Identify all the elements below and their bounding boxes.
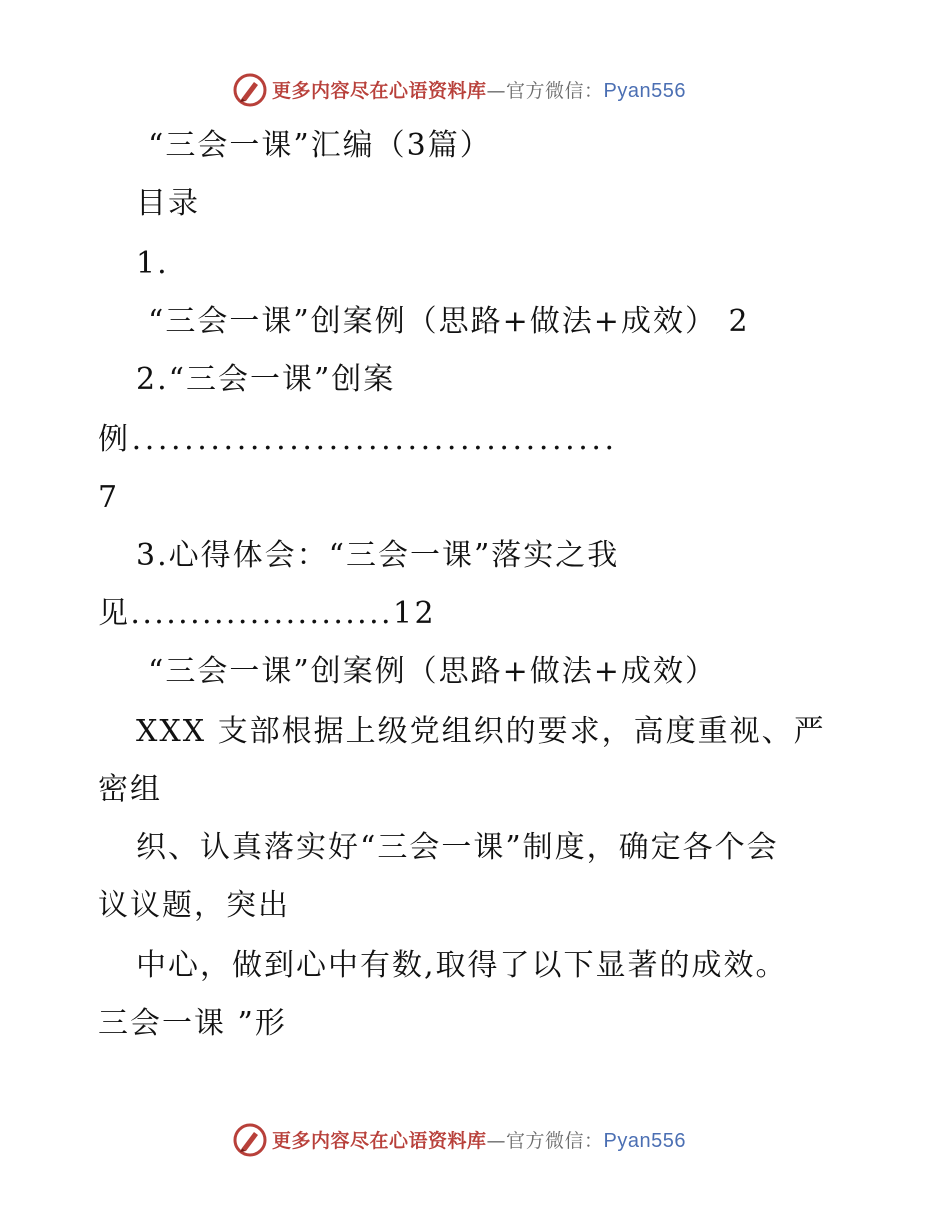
footer-banner [0,1120,950,1160]
banner-separator: —官方微信： [486,80,604,102]
toc-item-2: 2.“三会一课”创案 [136,362,396,397]
toc-item-1: “三会一课”创案例（思路+做法+成效） 2 [148,304,750,339]
paragraph-2-line-1: 织、认真落实好“三会一课”制度，确定各个会 [136,830,779,865]
banner-text [272,76,686,103]
toc-item-3-leader: 见......................12 [98,596,436,631]
paragraph-3-line-1: 中心，做到心中有数,取得了以下显著的成效。 [136,948,788,983]
toc-heading: 目录 [136,186,200,221]
toc-item-1-number: 1. [136,246,169,281]
toc-item-2-page: 7 [98,480,120,515]
section-heading: “三会一课”创案例（思路+做法+成效） [148,654,717,689]
banner-text [272,1126,686,1153]
banner-handle: Pyan556 [603,1130,686,1152]
banner-handle: Pyan556 [603,80,686,102]
pen-circle-logo-icon [232,1122,268,1158]
paragraph-3-line-2: 三会一课 ”形 [98,1006,287,1041]
paragraph-1-line-1: XXX 支部根据上级党组织的要求，高度重视、严 [136,714,826,749]
banner-main: 更多内容尽在心语资料库 [272,1130,487,1152]
toc-item-2-leader: 例..................................... [98,422,618,457]
header-banner [0,70,950,110]
pen-circle-logo-icon [232,72,268,108]
document-title: “三会一课”汇编（3篇） [148,128,492,163]
banner-separator: —官方微信： [486,1130,604,1152]
paragraph-1-line-2: 密组 [98,772,162,807]
paragraph-2-line-2: 议议题，突出 [98,888,290,923]
banner-main: 更多内容尽在心语资料库 [272,80,487,102]
toc-item-3: 3.心得体会：“三会一课”落实之我 [136,538,620,573]
